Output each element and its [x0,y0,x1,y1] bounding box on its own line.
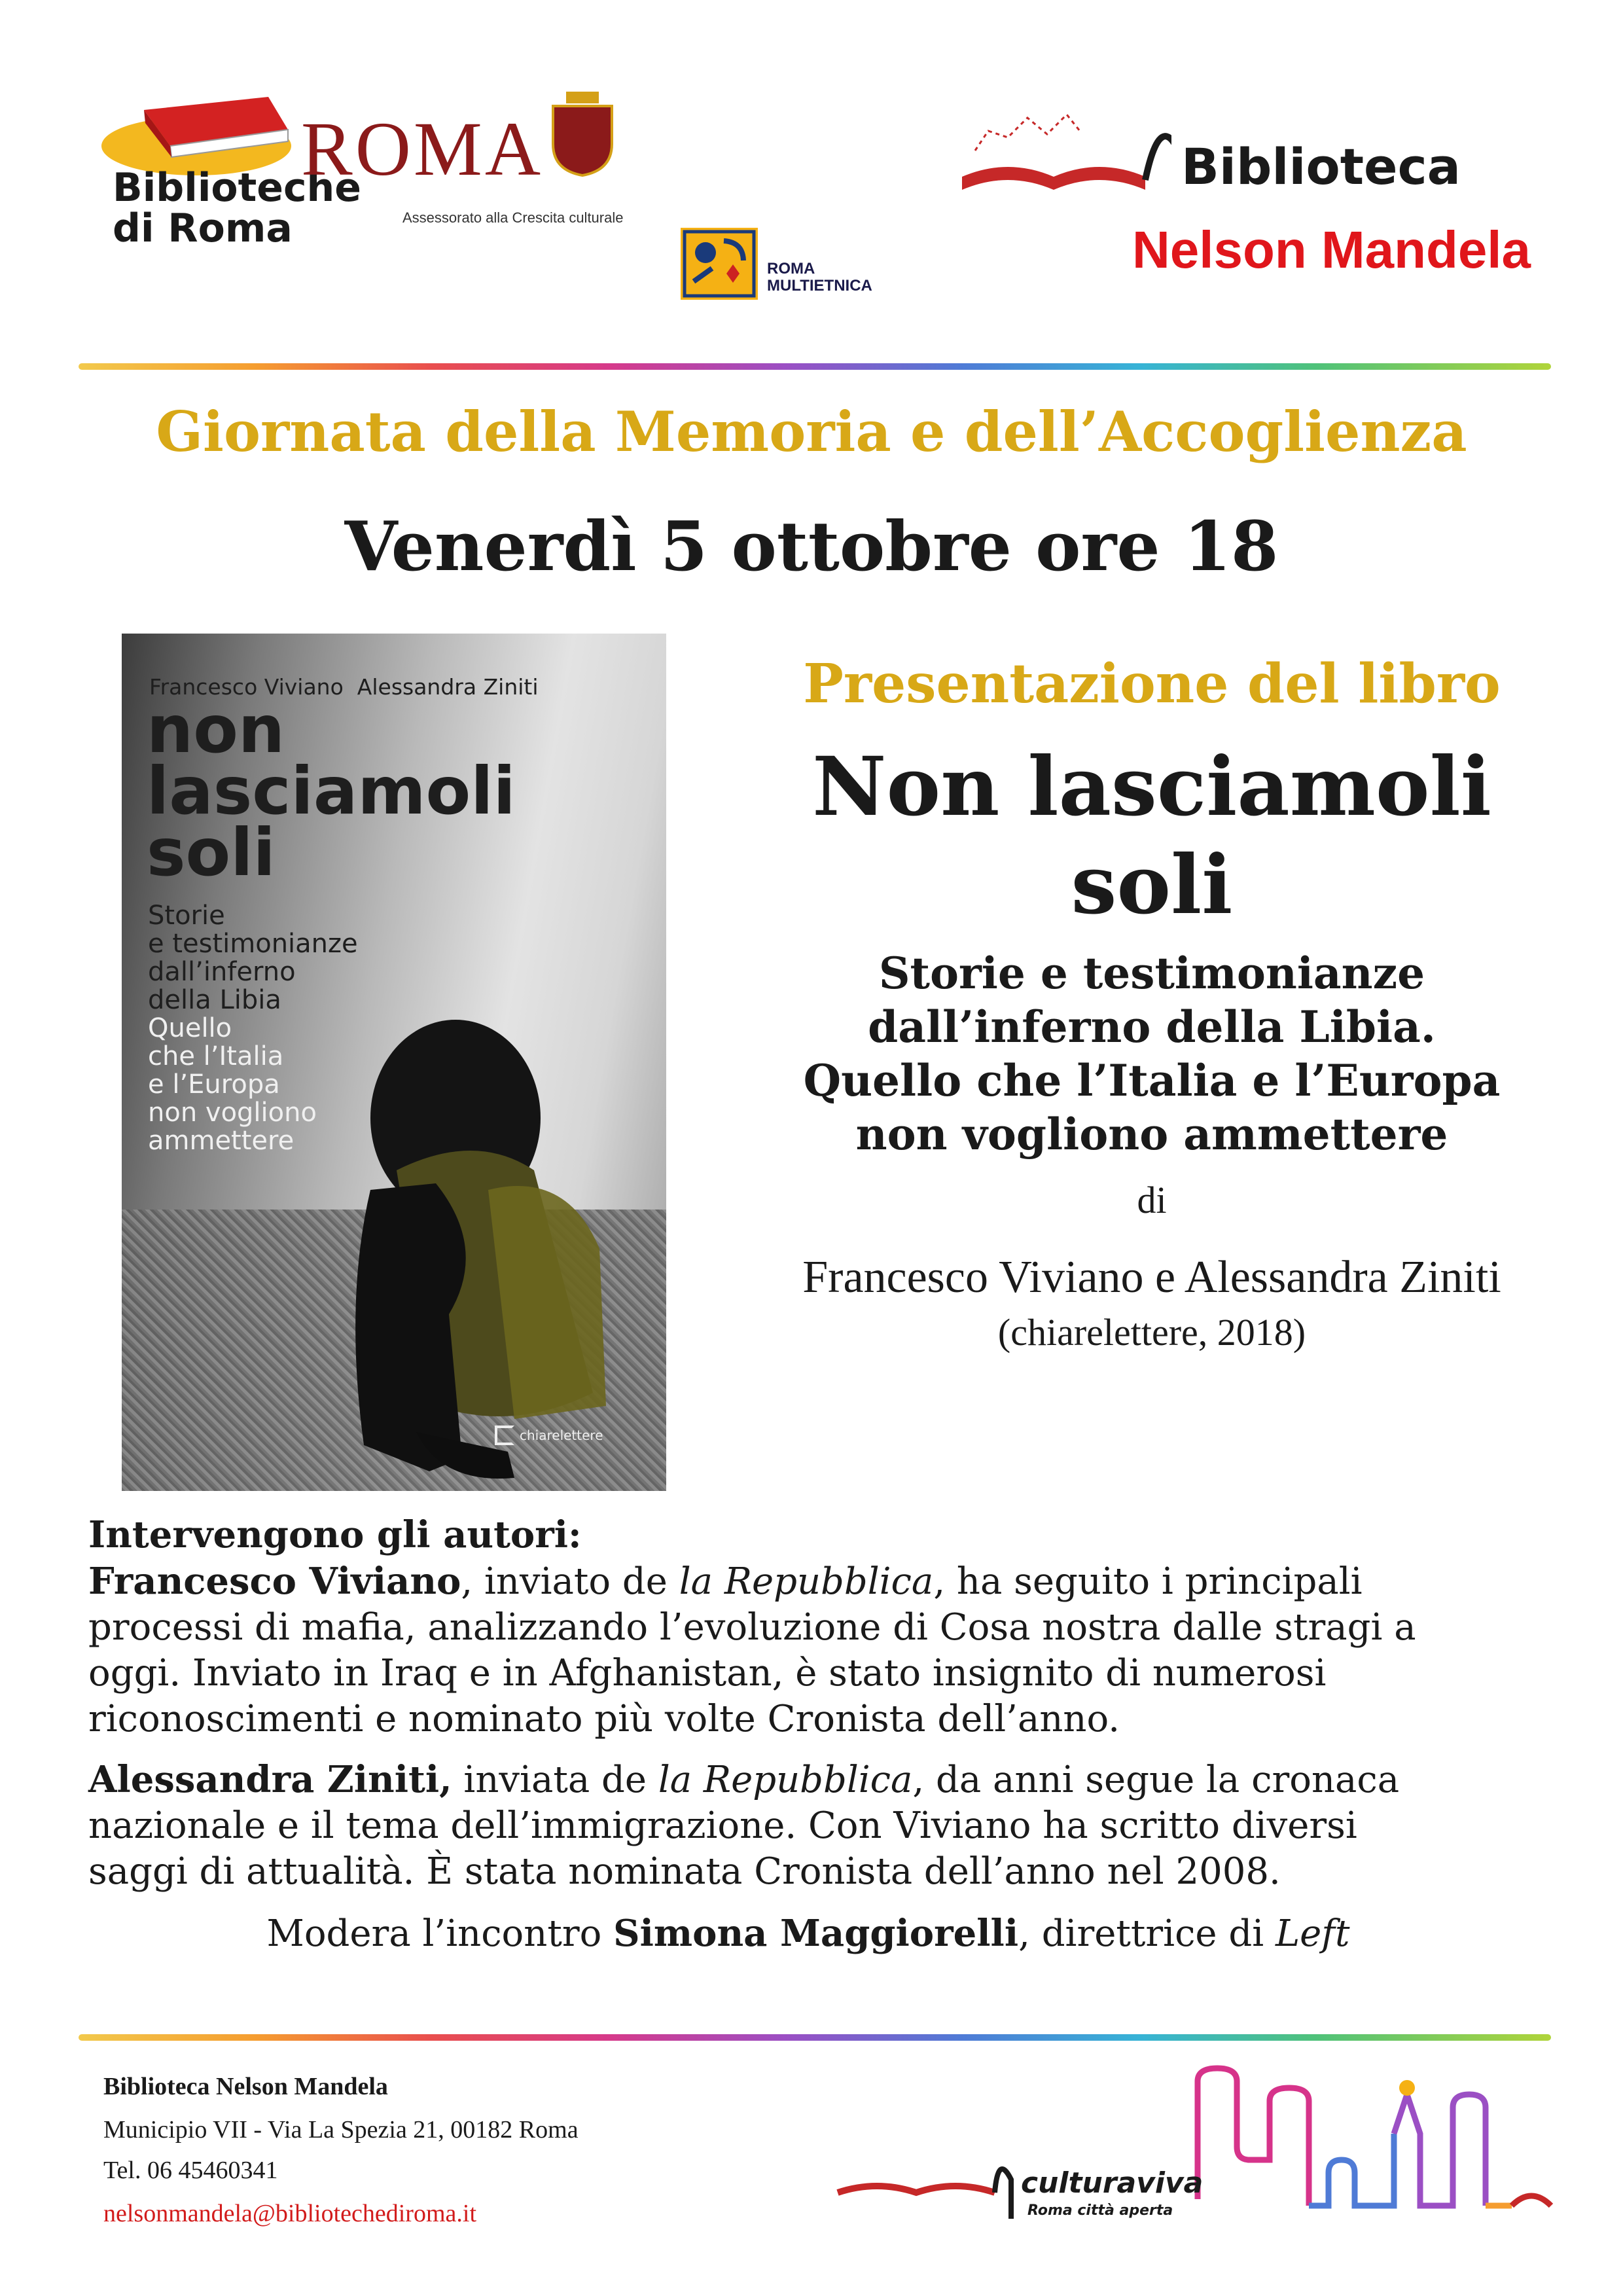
moderator-text: Modera l’incontro [266,1912,614,1955]
footer-phone: Tel. 06 45460341 [103,2157,278,2184]
mandela-logo-line2: Nelson Mandela [1132,221,1531,279]
book-cover [122,634,666,1491]
roma-logo-word: ROMA [301,106,544,192]
open-book-icon [949,105,1171,203]
cover-sub-line-light: non vogliono [148,1098,317,1128]
newspaper-name: la Repubblica [658,1759,913,1801]
cover-sub-line-light: e l’Europa [148,1069,280,1100]
book-publisher: (chiarelettere, 2018) [997,1311,1306,1354]
footer-contact [103,2068,579,2232]
book-title-line2: soli [1071,838,1233,933]
ziniti-bio [88,1757,1561,1895]
footer-email-link[interactable]: nelsonmandela@bibliotechediroma.it [103,2200,476,2227]
biblioteche-logo-line2: di Roma [113,206,293,251]
cover-sub-line: e testimonianze [148,929,358,959]
bottom-rainbow-divider [79,2034,1551,2041]
cover-title-line: soli [147,814,276,891]
cover-authors: Francesco Viviano Alessandra Ziniti [149,674,539,700]
book-icon [98,84,314,175]
event-date: Venerdì 5 ottobre ore 18 [344,506,1279,586]
biblioteche-logo-line1: Biblioteche [113,165,361,211]
roma-multietnica-logo [681,228,897,300]
culturaviva-tagline: Roma città aperta [1027,2202,1173,2219]
footer-address: Municipio VII - Via La Spezia 21, 00182 Roma [103,2116,579,2144]
book-title-line1: Non lasciamoli [812,740,1491,834]
book-subtitle-line: dall’inferno della Libia. [868,1001,1436,1052]
bio-text: nazionale e il tema dell’immigrazione. Con Viviano ha scritto diversi [88,1804,1357,1847]
roma-logo [301,92,641,236]
magazine-name: Left [1275,1912,1350,1955]
multietnica-line1: ROMA [767,260,815,278]
book-authors: Francesco Viviano e Alessandra Ziniti [802,1252,1501,1302]
bio-text: inviata de [452,1759,658,1801]
spqr-shield-icon [546,92,618,177]
speakers-heading: Intervengono gli autori: [88,1513,582,1556]
newspaper-name: la Repubblica [679,1560,934,1603]
bio-text: oggi. Inviato in Iraq e in Afghanistan, è stato insignito di numerosi [88,1652,1327,1695]
book-info [694,648,1610,1357]
presentation-label: Presentazione del libro [803,653,1501,715]
biblioteca-nelson-mandela-logo [949,105,1538,288]
roma-logo-subtitle: Assessorato alla Crescita culturale [402,209,624,226]
book-subtitle-line: Quello che l’Italia e l’Europa [803,1055,1501,1106]
culturaviva-logo [831,2055,1564,2251]
cover-sub-line: della Libia [148,985,281,1015]
cover-title-line: lasciamoli [147,753,516,829]
bio-text: , inviato de [461,1560,679,1603]
event-day-title: Giornata della Memoria e dell’Accoglienza [156,399,1467,464]
viviano-bio [88,1558,1561,1742]
sitting-figure-icon [318,974,658,1491]
ziniti-name: Alessandra Ziniti, [88,1758,452,1801]
cover-sub-line-light: ammettere [148,1126,294,1156]
biblioteche-di-roma-logo [98,84,361,251]
bio-text: , da anni segue la cronaca [912,1759,1400,1801]
cover-publisher-name: chiarelettere [520,1427,603,1443]
bio-text: riconoscimenti e nominato più volte Cronista dell’anno. [88,1698,1120,1740]
footer-library-name: Biblioteca Nelson Mandela [103,2073,388,2100]
city-skyline-icon [831,2055,1564,2251]
mandela-logo-line1: Biblioteca [1181,137,1461,196]
book-subtitle-line: non vogliono ammettere [855,1109,1448,1160]
speakers-section [88,1512,1561,1957]
multietnica-line2: MULTIETNICA [767,277,872,295]
bio-text: processi di mafia, analizzando l’evoluzione di Cosa nostra dalle stragi a [88,1606,1416,1649]
cover-publisher-mark [495,1426,603,1445]
book-subtitle-line: Storie e testimonianze [878,948,1425,999]
moderator-text: , direttrice di [1018,1912,1275,1955]
cover-sub-line-light: Quello [148,1013,232,1043]
moderator-line [88,1910,1528,1957]
cover-sub-line: Storie [148,901,225,931]
publisher-logo-icon [495,1426,514,1445]
by-word: di [1137,1179,1167,1221]
bio-text: , ha seguito i principali [933,1560,1363,1603]
top-rainbow-divider [79,363,1551,370]
bio-text: saggi di attualità. È stata nominata Cronista dell’anno nel 2008. [88,1850,1281,1893]
culturaviva-brand: culturaviva [1021,2166,1204,2200]
viviano-name: Francesco Viviano [88,1560,461,1603]
moderator-name: Simona Maggiorelli [613,1912,1019,1955]
cover-sub-line-light: che l’Italia [148,1041,284,1071]
cover-sub-line: dall’inferno [148,957,296,987]
multietnica-icon [681,228,758,300]
cover-title-line: non [147,691,285,768]
